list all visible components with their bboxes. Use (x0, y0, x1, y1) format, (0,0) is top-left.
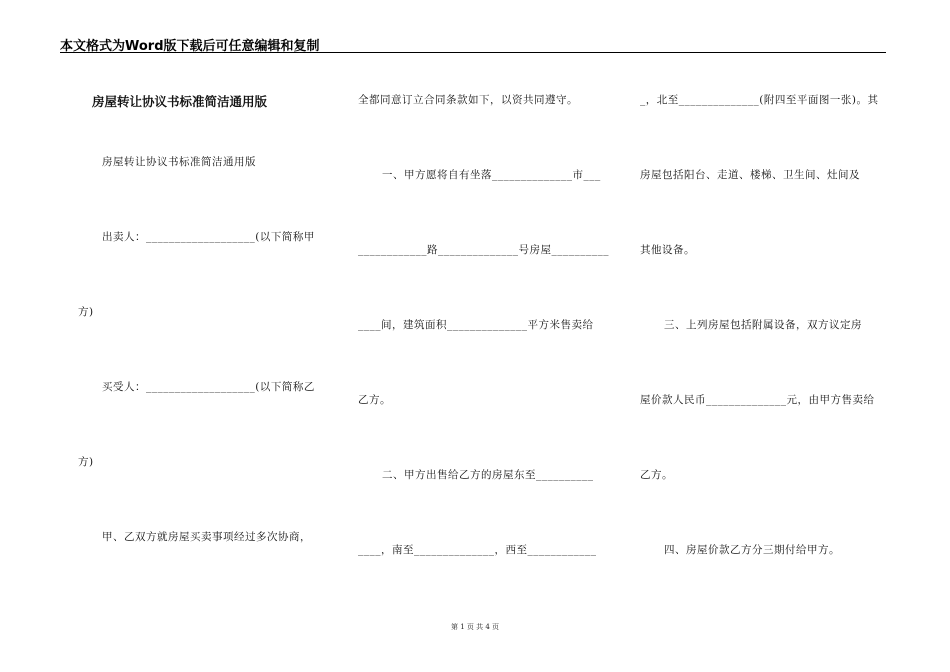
page-number: 第 1 页 共 4 页 (450, 623, 500, 631)
column1-line: 方) (78, 456, 94, 468)
column2-line: ____，南至______________，西至____________ (358, 544, 597, 556)
column3-line: _，北至______________(附四至平面图一张)。其 (640, 94, 879, 106)
column3-line: 三、上列房屋包括附属设备，双方议定房 (664, 319, 862, 331)
download-banner: 本文格式为Word版下载后可任意编辑和复制 (60, 39, 320, 54)
column1-line: 出卖人：___________________(以下简称甲 (102, 231, 315, 243)
column2-line: ____间，建筑面积______________平方米售卖给 (358, 319, 594, 331)
column2-line: 二、甲方出售给乙方的房屋东至__________ (382, 469, 594, 481)
column3-line: 屋价款人民币______________元，由甲方售卖给 (640, 394, 875, 406)
column1-line: 房屋转让协议书标准简洁通用版 (102, 156, 256, 168)
column2-line: 全都同意订立合同条款如下，以资共同遵守。 (358, 94, 578, 106)
column1-line: 方) (78, 306, 94, 318)
column3-line: 房屋包括阳台、走道、楼梯、卫生间、灶间及 (640, 169, 860, 181)
column3-line: 乙方。 (640, 469, 673, 481)
document-title: 房屋转让协议书标准简洁通用版 (92, 94, 268, 109)
column2-line: 乙方。 (358, 394, 391, 406)
column2-line: 一、甲方愿将自有坐落______________市___ (382, 169, 601, 181)
header-rule (60, 52, 886, 53)
column3-line: 四、房屋价款乙方分三期付给甲方。 (664, 544, 840, 556)
column1-line: 买受人：___________________(以下简称乙 (102, 381, 315, 393)
column2-line: ____________路______________号房屋__________ (358, 244, 609, 256)
column3-line: 其他设备。 (640, 244, 695, 256)
column1-line: 甲、乙双方就房屋买卖事项经过多次协商， (102, 531, 311, 543)
